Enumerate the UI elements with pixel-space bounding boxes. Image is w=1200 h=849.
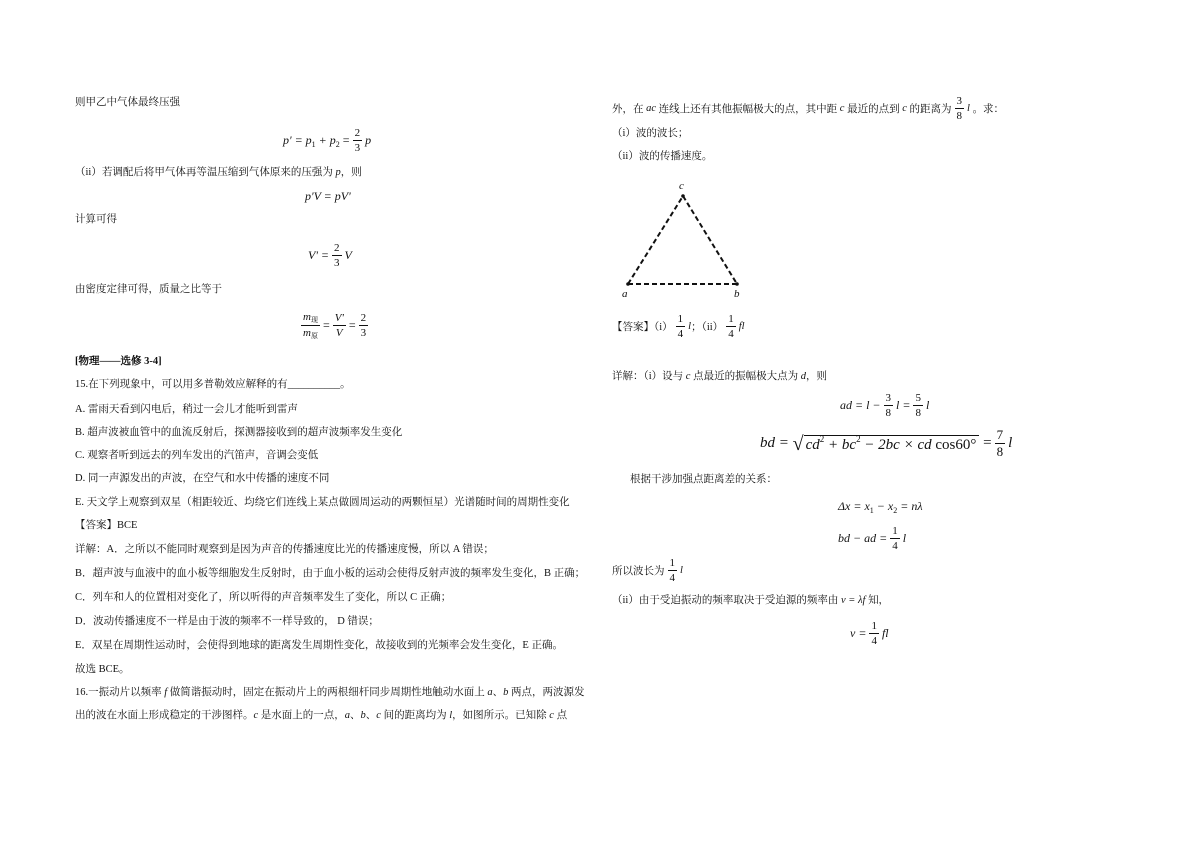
detail-15-a: 详解：A．之所以不能同时观察到是因为声音的传播速度比光的传播速度慢，所以 A 错误；: [75, 544, 494, 555]
fraction-denominator: 8: [996, 443, 1004, 459]
variable: ac: [646, 102, 657, 114]
formula-part: bd =: [760, 434, 793, 451]
fraction-numerator: 1: [892, 524, 898, 537]
fraction-denominator: 4: [892, 539, 898, 552]
text-segment: （ii）若调配后将甲气体再等温压缩到气体原来的压强为: [75, 167, 336, 178]
subscript: 现: [310, 315, 318, 324]
section-heading: [物理——选修 3-4]: [75, 356, 162, 367]
variable: f: [164, 687, 168, 698]
fraction-numerator: 7: [996, 426, 1004, 442]
text-segment: 【答案】（i）: [612, 321, 673, 333]
answer-15: 【答案】BCE: [75, 520, 138, 531]
text-calculation: 计算可得: [75, 214, 117, 225]
formula-part: cd: [805, 436, 820, 453]
detail-15-e: E．双星在周期性运动时，会使得到地球的距离发生周期性变化，故接收到的光频率会发生变化，E 正确。: [75, 640, 563, 651]
variable: l: [902, 530, 907, 545]
question-16-line-2: [75, 709, 567, 723]
question-16-line-1: [75, 686, 585, 700]
detail-15-d: D．波动传播速度不一样是由于波的频率不一样导致的， D 错误；: [75, 616, 379, 627]
variable: c: [253, 710, 259, 721]
sub-question-i: （i）波的波长；: [612, 128, 689, 139]
text-segment: 间的距离均为: [380, 710, 450, 721]
text-segment: 是水面上的一点，: [258, 710, 345, 721]
formula-part: =: [339, 132, 350, 147]
fraction-denominator: 3: [360, 326, 367, 339]
formula-part: − 2bc × cd: [860, 436, 932, 453]
formula-bd-minus-ad: [838, 523, 906, 553]
formula-part: V: [344, 247, 352, 262]
fraction-denominator: 4: [669, 571, 675, 584]
fraction-denominator: [301, 326, 320, 340]
formula-boyle-law: [305, 188, 351, 204]
variable: c: [549, 710, 554, 721]
formula-wave-speed: [850, 618, 889, 648]
text-segment: 出的波在水面上形成稳定的干涉图样。: [75, 710, 254, 721]
formula-part: bd − ad =: [838, 530, 888, 545]
variable: c: [685, 371, 691, 382]
formula-bd: [760, 425, 1012, 461]
formula-part: p: [365, 132, 372, 147]
variable: V': [334, 311, 344, 324]
variable: m: [303, 310, 311, 323]
radicand: [804, 435, 980, 454]
fraction-numerator: 2: [354, 126, 361, 139]
variable: c: [902, 102, 907, 114]
label-c: c: [679, 180, 684, 192]
formula-ad: [840, 390, 929, 420]
fraction-numerator: 2: [334, 241, 340, 254]
fraction-denominator: 8: [885, 406, 892, 419]
text-segment: 。求：: [969, 103, 1005, 115]
formula-final-pressure: [283, 125, 371, 155]
fraction-numerator: 1: [871, 619, 877, 632]
detail-15-b: B．超声波与血液中的血小板等细胞发生反射时，由于血小板的运动会使得反射声波的频率发生变化，B 正确；: [75, 568, 586, 579]
text-segment: 连线上还有其他振幅极大的点，其中距: [656, 103, 840, 115]
variable: l: [688, 320, 692, 332]
variable: a: [487, 687, 493, 698]
superscript: 2: [819, 434, 825, 444]
fraction: [301, 311, 320, 340]
fraction-numerator: 1: [728, 312, 734, 325]
formula-part: V' =: [308, 247, 329, 262]
text-segment: 所以波长为: [612, 565, 665, 577]
text-segment: （ii）由于受迫振动的频率取决于受迫源的频率由: [612, 595, 841, 606]
text-segment: ，则: [805, 371, 827, 382]
fraction-numerator: 2: [360, 311, 367, 324]
text-segment: 知，: [865, 595, 890, 606]
formula-part: Δx = x: [838, 498, 870, 513]
variable: b: [503, 687, 509, 698]
subscript: 2: [893, 505, 898, 515]
fraction: [955, 95, 965, 122]
fraction-denominator: [333, 326, 346, 339]
radical-sign-icon: √: [792, 432, 804, 455]
variable: l: [449, 710, 453, 721]
vertex-a: [626, 282, 630, 286]
detail-15-c: C．列车和人的位置相对变化了，所以听得的声音频率发生了变化，所以 C 正确；: [75, 592, 452, 603]
text-segment: 点: [553, 710, 568, 721]
variable: d: [800, 371, 806, 382]
fraction-denominator: 3: [334, 256, 340, 269]
square-root: [793, 433, 980, 454]
explain-16-i: [612, 370, 827, 384]
fraction-denominator: 8: [956, 109, 963, 122]
triangle-side-bc: [683, 196, 737, 284]
text-segment: 的距离为: [906, 103, 952, 115]
option-c: C. 观察者听到远去的列车发出的汽笛声，音调会变低: [75, 450, 319, 461]
fraction-numerator: 3: [885, 391, 892, 404]
fraction-denominator: 4: [871, 634, 877, 647]
variable: l: [1008, 434, 1013, 451]
vertex-b: [735, 282, 739, 286]
formula-path-difference: [838, 498, 923, 514]
text-segment: ，如图所示。已知除: [452, 710, 550, 721]
fraction-denominator: 4: [728, 327, 734, 340]
text-segment: 做简谐振动时，固定在振动片上的两根细杆同步周期性地触动水面上: [167, 687, 488, 698]
fraction: [995, 428, 1006, 459]
superscript: 2: [856, 434, 861, 444]
formula-part: p'V = pV': [305, 188, 351, 203]
variable: a: [344, 710, 351, 721]
question-16-line-3: [612, 93, 1004, 123]
text-wavelength-result: [612, 555, 683, 585]
fraction-numerator: 1: [677, 312, 684, 325]
label-b: b: [734, 288, 740, 300]
fraction: [890, 525, 900, 552]
fraction: [913, 392, 923, 419]
explain-16-ii: [612, 594, 889, 608]
formula-part: p' = p: [283, 132, 312, 147]
variable: m: [303, 326, 311, 339]
conclusion-15: 故选 BCE。: [75, 664, 130, 675]
option-e: E. 天文学上观察到双星（相距较近、均绕它们连线上某点做圆周运动的两颗恒星）光谱随时间的周期性变化: [75, 497, 570, 508]
variable: fl: [738, 320, 745, 332]
answer-16: [612, 311, 745, 341]
text-segment: 、: [365, 710, 377, 721]
text-segment: 16.一振动片以频率: [75, 687, 165, 698]
text-final-pressure-intro: 则甲乙中气体最终压强: [75, 97, 180, 108]
text-segment: 点最近的振幅极大点为: [690, 371, 801, 382]
triangle-diagram: [615, 178, 755, 303]
fraction: [353, 127, 363, 154]
fraction: [359, 312, 369, 339]
fraction-denominator: 8: [915, 406, 921, 419]
label-a: a: [622, 288, 628, 300]
fraction: [676, 313, 686, 340]
formula-volume: [308, 240, 352, 270]
subscript: 2: [335, 139, 340, 149]
fraction: [726, 313, 736, 340]
formula-part: =: [322, 317, 330, 332]
variable: p: [335, 167, 341, 178]
subscript: 原: [310, 331, 318, 340]
text-segment: 、: [492, 687, 504, 698]
text-isothermal-compression: [75, 166, 362, 180]
formula-part: cos60°: [931, 436, 977, 453]
fraction: [333, 312, 346, 339]
fraction-denominator: 4: [677, 327, 684, 340]
question-15: 15.在下列现象中，可以用多普勒效应解释的有__________。: [75, 379, 351, 390]
text-mass-ratio-intro: 由密度定律可得，质量之比等于: [75, 284, 222, 295]
formula-part: = nλ: [897, 498, 923, 513]
option-b: B. 超声波被血管中的血流反射后，探测器接收到的超声波频率发生变化: [75, 427, 403, 438]
option-d: D. 同一声源发出的声波，在空气和水中传播的速度不同: [75, 473, 330, 484]
text-interference-relation: 根据干涉加强点距离差的关系：: [630, 474, 777, 485]
text-segment: 、: [350, 710, 361, 721]
variable: b: [360, 710, 366, 721]
fraction-numerator: 3: [956, 94, 963, 107]
option-a: A. 雷雨天看到闪电后，稍过一会儿才能听到雷声: [75, 404, 298, 415]
subscript: 1: [311, 139, 316, 149]
fraction: [332, 242, 342, 269]
fraction: [668, 557, 678, 584]
fraction-denominator: 3: [354, 141, 361, 154]
fraction-numerator: [301, 311, 320, 326]
formula-part: =: [979, 434, 992, 451]
text-segment: 两点，两波源发: [508, 687, 585, 698]
vertex-c: [681, 194, 685, 198]
variable: c: [376, 710, 381, 721]
text-segment: 最近的点到: [844, 103, 903, 115]
variable: l: [967, 102, 970, 114]
text-segment: 外，在: [612, 103, 647, 115]
text-segment: ；（ii）: [691, 321, 724, 333]
formula-mass-ratio: [298, 310, 371, 340]
fraction: [884, 392, 894, 419]
formula-part: − x: [873, 498, 894, 513]
formula-part: v =: [850, 625, 867, 640]
variable: c: [839, 102, 845, 114]
text-segment: 详解：（i）设与: [612, 371, 686, 382]
formula-part: ad = l −: [840, 397, 881, 412]
fraction-numerator: [333, 312, 346, 326]
formula-part: + bc: [824, 436, 857, 453]
formula-part: l =: [896, 397, 911, 412]
formula-part: l: [925, 397, 930, 412]
variable: fl: [881, 625, 889, 640]
fraction-numerator: 5: [915, 391, 921, 404]
formula-part: + p: [315, 132, 336, 147]
text-segment: ，则: [340, 167, 362, 178]
sub-question-ii: （ii）波的传播速度。: [612, 151, 713, 162]
subscript: 1: [869, 505, 874, 515]
triangle-side-ac: [628, 196, 683, 284]
fraction: [869, 620, 879, 647]
variable: V: [335, 326, 343, 339]
formula-part: =: [348, 317, 356, 332]
variable: l: [680, 564, 683, 576]
fraction-numerator: 1: [669, 556, 675, 569]
variable: v = λf: [840, 595, 866, 606]
